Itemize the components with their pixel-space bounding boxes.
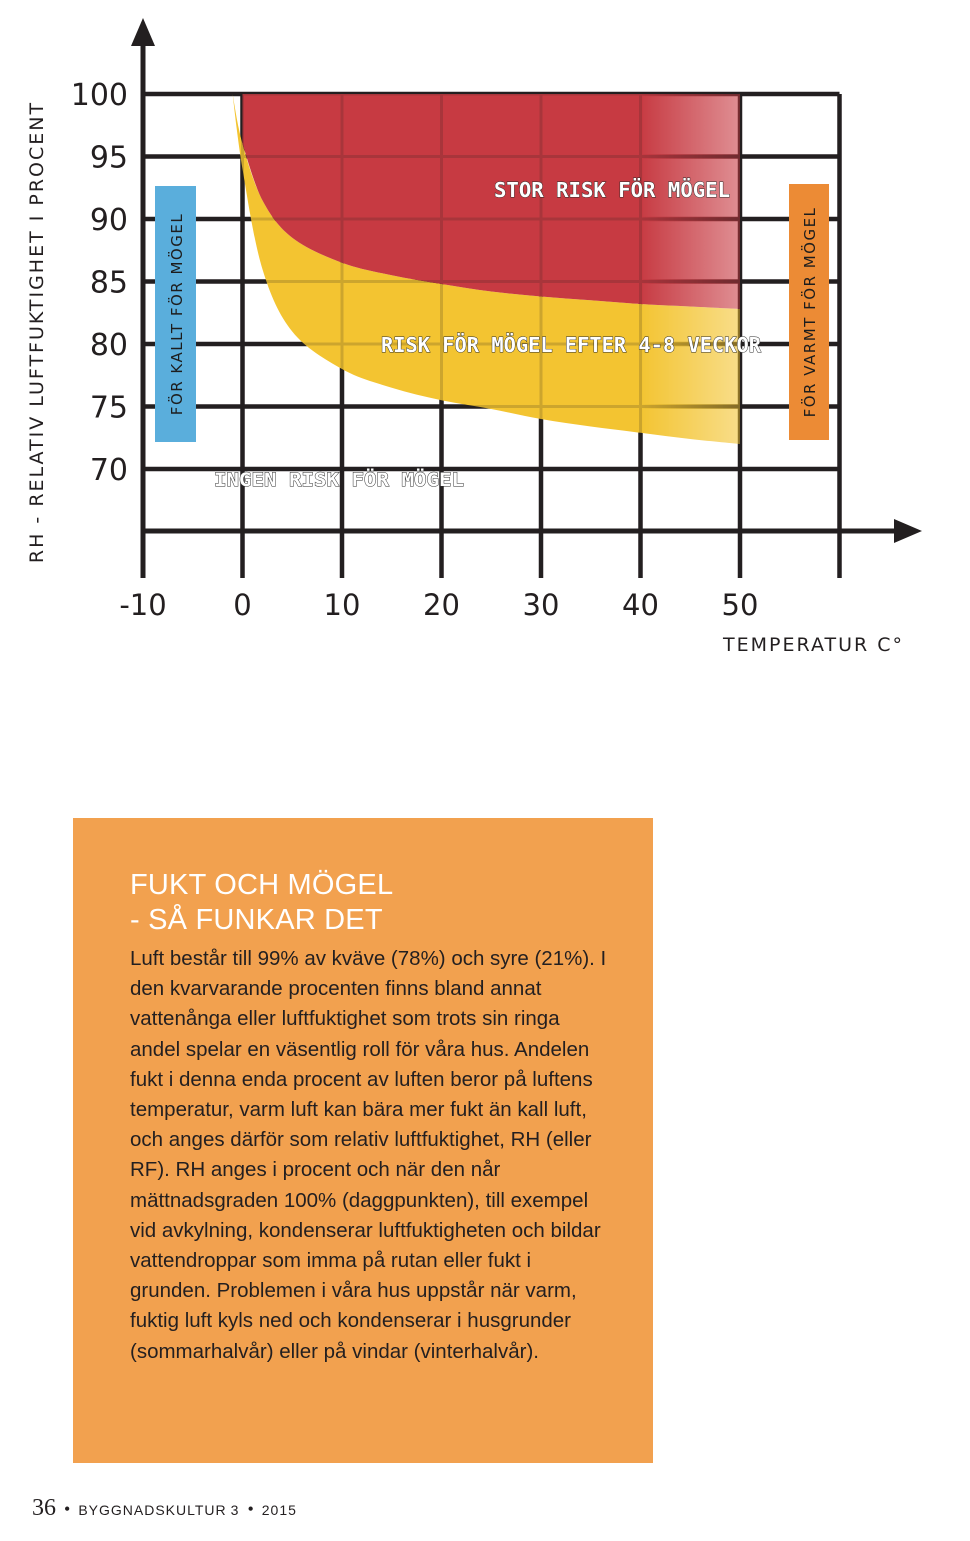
x-tick-label: 50	[721, 588, 759, 622]
risk-regions	[233, 94, 740, 444]
x-axis-arrow-icon	[894, 519, 922, 543]
issue-number: 3	[230, 1502, 240, 1518]
y-axis-title: RH - RELATIV LUFTFUKTIGHET I PROCENT	[26, 100, 48, 564]
y-tick-label: 75	[89, 390, 128, 426]
x-tick-label: 40	[622, 588, 659, 622]
info-box-title-line-1: FUKT OCH MÖGEL	[130, 869, 394, 901]
info-box-title	[130, 868, 613, 938]
too-cold-label: FÖR KALLT FÖR MÖGEL	[168, 212, 186, 416]
page-number: 36	[32, 1495, 56, 1521]
y-tick-label: 70	[89, 453, 128, 488]
bullet-separator-icon: •	[247, 1499, 254, 1519]
x-tick-label: 30	[522, 588, 560, 622]
too-warm-label: FÖR VARMT FÖR MÖGEL	[801, 206, 819, 418]
publication-year: 2015	[261, 1502, 297, 1518]
y-axis-arrow-icon	[131, 18, 155, 46]
y-tick-label: 95	[89, 140, 128, 176]
y-tick-label: 85	[89, 265, 128, 301]
x-tick-label: 0	[233, 588, 252, 622]
magazine-name: BYGGNADSKULTUR	[78, 1502, 227, 1518]
info-box-title-line-2: - SÅ FUNKAR DET	[130, 904, 383, 936]
info-box	[73, 818, 653, 1463]
y-tick-label: 80	[89, 328, 128, 363]
x-tick-label: 20	[423, 588, 460, 622]
y-tick-label: 90	[89, 203, 128, 238]
x-tick-label: 10	[323, 588, 361, 622]
x-tick-labels	[119, 588, 758, 622]
y-tick-label: 100	[70, 78, 128, 113]
mold-risk-chart	[0, 0, 970, 700]
y-tick-labels	[71, 78, 128, 488]
high-risk-label: STOR RISK FÖR MÖGEL	[494, 178, 730, 202]
x-axis-title: TEMPERATUR C°	[723, 634, 904, 656]
page-footer	[32, 1495, 297, 1522]
delayed-risk-label: RISK FÖR MÖGEL EFTER 4-8 VECKOR	[381, 333, 762, 357]
bullet-separator-icon: •	[64, 1499, 71, 1519]
x-tick-label: -10	[119, 588, 167, 622]
no-risk-label: INGEN RISK FÖR MÖGEL	[214, 469, 443, 491]
info-box-body: Luft består till 99% av kväve (78%) och syre (21%). I den kvarvarande procenten finns bland annat vattenånga eller luftfuktighet som trots sin ringa andel spelar en väsentlig roll för våra hus. Andelen fukt i denna enda procent av luften beror på luftens temperatur, varm luft kan bära mer fukt än kall luft, och anges därför som relativ luftfuktighet, RH (eller RF). RH anges i procent och när den når mättnadsgraden 100% (daggpunkten), till exempel vid avkylning, kondenserar luftfuktigheten och bildar vattendroppar som imma på rutan eller fukt i grunden. Problemen i våra hus uppstår när varm, fuktig luft kyls ned och kondenserar i husgrunder (sommarhalvår) eller på vindar (vinterhalvår).	[130, 947, 607, 1363]
